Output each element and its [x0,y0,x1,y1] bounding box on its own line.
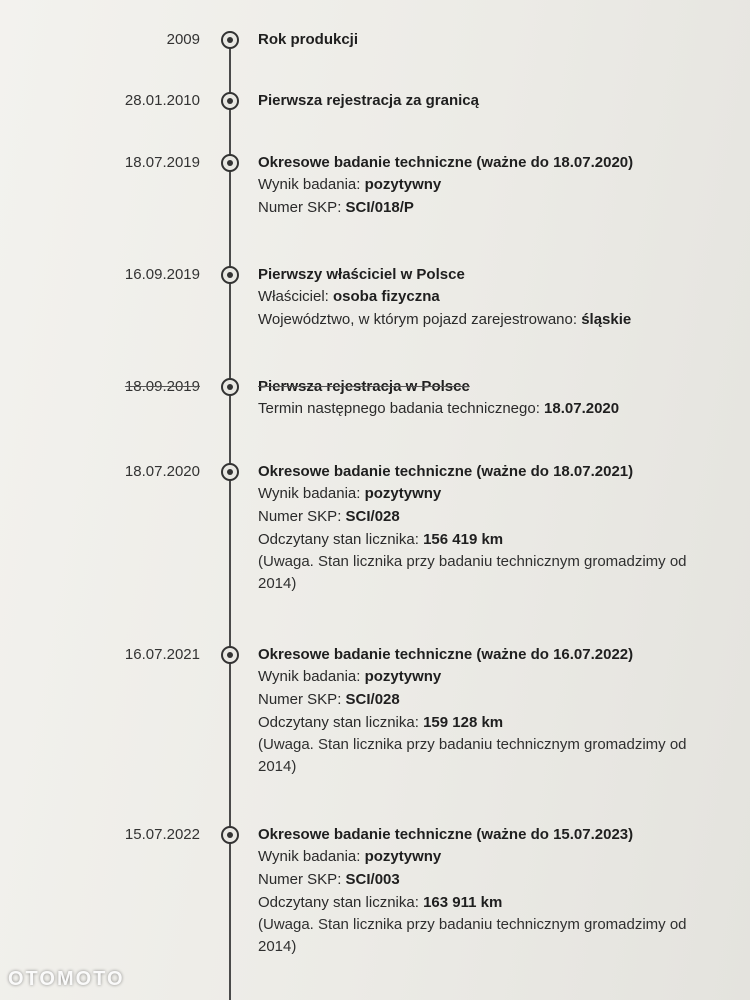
event-title: Pierwsza rejestracja w Polsce [258,378,470,395]
event-title: Pierwszy właściciel w Polsce [258,266,465,283]
odometer-line [258,891,728,914]
owner-value: osoba fizyczna [333,288,440,305]
odometer-line [258,711,728,734]
skp-value: SCI/003 [345,871,400,888]
skp-label: Numer SKP: [258,508,346,525]
voivodeship-line [258,308,728,331]
result-label: Wynik badania: [258,176,365,193]
odometer-note: (Uwaga. Stan licznika przy badaniu technicznym gromadzimy od 2014) [258,736,687,775]
event-details [258,153,728,219]
result-label: Wynik badania: [258,668,365,685]
odometer-value: 163 911 km [423,894,503,911]
event-date: 18.07.2019 [124,154,200,171]
result-label: Wynik badania: [258,485,365,502]
event-details [258,825,728,958]
odometer-note: (Uwaga. Stan licznika przy badaniu technicznym gromadzimy od 2014) [258,553,687,592]
event-date: 28.01.2010 [124,92,200,109]
skp-label: Numer SKP: [258,871,346,888]
event-details [258,377,728,420]
event-date: 18.09.2019 [124,378,200,395]
timeline-dot-icon [221,646,239,664]
result-value: pozytywny [364,176,442,193]
owner-label: Właściciel: [258,288,334,305]
timeline-line [229,38,231,1000]
next-inspection-label: Termin następnego badania technicznego: [258,400,545,417]
skp-line [258,868,728,891]
result-line [258,665,728,688]
timeline-dot-icon [221,31,239,49]
timeline-dot-icon [221,92,239,110]
event-date: 16.07.2021 [124,646,200,663]
odometer-value: 156 419 km [423,531,504,548]
event-title: Okresowe badanie techniczne (ważne do 18.07.2021) [258,463,634,480]
odometer-label: Odczytany stan licznika: [258,894,424,911]
odometer-value: 159 128 km [423,714,504,731]
event-title: Pierwsza rejestracja za granicą [258,92,479,109]
event-title: Okresowe badanie techniczne (ważne do 16.07.2022) [258,646,634,663]
skp-label: Numer SKP: [258,691,346,708]
event-title: Okresowe badanie techniczne (ważne do 18.07.2020) [258,154,634,171]
timeline-dot-icon [221,378,239,396]
skp-label: Numer SKP: [258,199,346,216]
event-date: 16.09.2019 [124,266,200,283]
result-line [258,845,728,868]
result-value: pozytywny [364,668,442,685]
voivodeship-label: Województwo, w którym pojazd zarejestrowano: [258,311,582,328]
timeline-dot-icon [221,266,239,284]
skp-line [258,505,728,528]
otomoto-watermark: OTOMOTO [8,968,125,990]
timeline-dot-icon [221,826,239,844]
timeline-dot-icon [221,154,239,172]
result-line [258,482,728,505]
result-value: pozytywny [364,485,442,502]
skp-value: SCI/028 [345,691,400,708]
result-label: Wynik badania: [258,848,365,865]
odometer-label: Odczytany stan licznika: [258,714,424,731]
event-details [258,91,728,111]
event-details [258,462,728,595]
event-details [258,645,728,778]
owner-line [258,285,728,308]
skp-value: SCI/018/P [345,199,414,216]
timeline-dot-icon [221,463,239,481]
event-details [258,30,728,50]
result-value: pozytywny [364,848,442,865]
event-date: 18.07.2020 [124,463,200,480]
event-title: Okresowe badanie techniczne (ważne do 15.07.2023) [258,826,634,843]
voivodeship-value: śląskie [581,311,632,328]
odometer-label: Odczytany stan licznika: [258,531,424,548]
event-details [258,265,728,331]
skp-line [258,196,728,219]
event-date: 15.07.2022 [124,826,200,843]
event-title: Rok produkcji [258,31,359,48]
skp-line [258,688,728,711]
next-inspection-value: 18.07.2020 [544,400,620,417]
odometer-line [258,528,728,551]
next-inspection-line [258,397,728,420]
result-line [258,173,728,196]
skp-value: SCI/028 [345,508,400,525]
event-date: 2009 [166,31,200,48]
odometer-note: (Uwaga. Stan licznika przy badaniu technicznym gromadzimy od 2014) [258,916,687,955]
